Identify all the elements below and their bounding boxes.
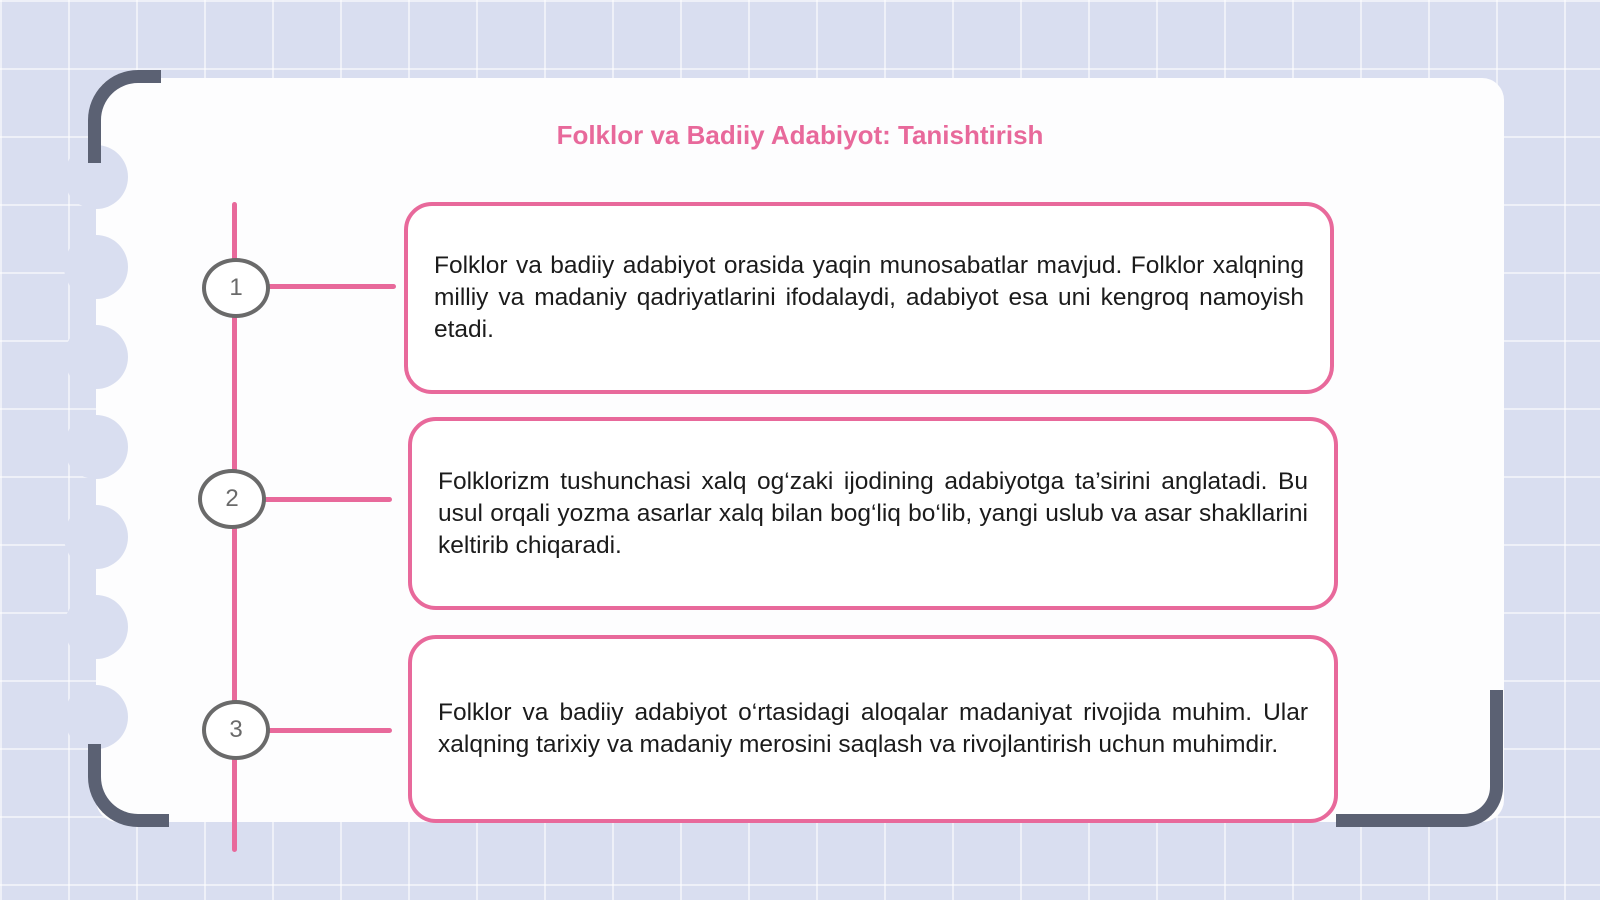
connector-line (266, 728, 392, 733)
info-text: Folklor va badiiy adabiyot o‘rtasidagi aloqalar madaniyat rivojida muhim. Ular xalqning tarixiy va madaniy merosini saqlash va rivojlantirish uchun muhimdir. (438, 699, 1308, 758)
notebook-hole (64, 505, 128, 569)
notebook-hole (64, 595, 128, 659)
info-text: Folklor va badiiy adabiyot orasida yaqin munosabatlar mavjud. Folklor xalqning milliy va madaniy qadriyatlarini ifodalaydi, adabiyot esa uni kengroq namoyish etadi. (434, 252, 1304, 343)
notebook-hole (64, 235, 128, 299)
connector-line (262, 497, 392, 502)
step-number: 2 (225, 485, 239, 512)
step-number-circle (198, 469, 266, 529)
info-box (408, 417, 1338, 610)
info-box (404, 202, 1334, 394)
step-number-circle (202, 258, 270, 318)
notebook-hole (64, 325, 128, 389)
connector-line (266, 284, 396, 289)
info-box (408, 635, 1338, 823)
step-number-circle (202, 700, 270, 760)
corner-bracket-bottom-right (1336, 690, 1503, 827)
info-text: Folklorizm tushunchasi xalq og‘zaki ijodining adabiyotga ta’sirini anglatadi. Bu usul orqali yozma asarlar xalq bilan bog‘liq bo‘lib, yangi uslub va asar shakllarini keltirib chiqaradi. (438, 467, 1308, 559)
corner-bracket-bottom-left (88, 744, 169, 827)
step-number: 1 (229, 274, 243, 301)
step-number: 3 (229, 716, 243, 743)
notebook-hole (64, 685, 128, 749)
notebook-hole (64, 415, 128, 479)
page-title: Folklor va Badiiy Adabiyot: Tanishtirish (556, 120, 1044, 150)
